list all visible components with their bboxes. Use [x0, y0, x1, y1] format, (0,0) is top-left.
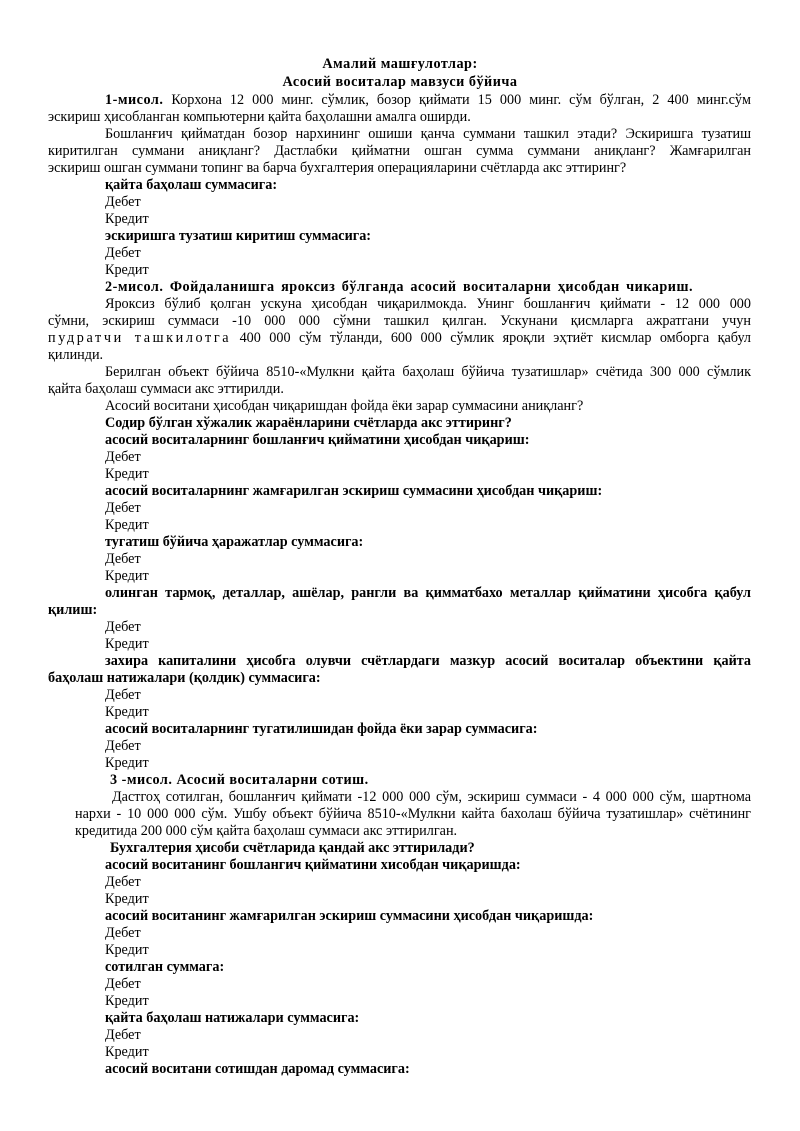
ex2-paragraph-line: пудратчи ташкилотга 400 000 сўм тўланди, 600 000 сўмлик яроқли эҳтиёт кисмлар омборга қабул — [48, 330, 751, 346]
entry-heading: тугатиш бўйича ҳаражатлар суммасига: — [105, 534, 364, 550]
ex2-paragraph-line: қилинди. — [48, 347, 104, 363]
entry-heading: баҳолаш натижалари (қолдик) суммасига: — [48, 670, 321, 686]
credit-label: Кредит — [105, 942, 149, 958]
credit-label: Кредит — [105, 704, 149, 720]
ex3-paragraph-line: нархи - 10 000 000 сўм. Ушбу объект бўйича 8510-«Мулкни кайта бахолаш бўйича тузатишлар» счётининг — [75, 806, 751, 822]
entry-heading: олинган тармоқ, деталлар, ашёлар, рангли ва қимматбахо металлар қийматини ҳисобга қабул — [105, 585, 751, 601]
entry-heading: қилиш: — [48, 602, 98, 618]
debit-label: Дебет — [105, 500, 141, 516]
debit-label: Дебет — [105, 1027, 141, 1043]
ex2-paragraph-line: Берилган объект бўйича 8510-«Мулкни қайта баҳолаш бўйича тузатишлар» счётида 300 000 сўмлик — [105, 364, 751, 380]
debit-label: Дебет — [105, 449, 141, 465]
debit-label: Дебет — [105, 245, 141, 261]
ex3-question: Бухгалтерия ҳисоби счётларида қандай акс эттирилади? — [110, 840, 475, 856]
ex2-paragraph-line: Яроксиз бўлиб қолган ускуна ҳисобдан чиқарилмокда. Унинг бошланғич қиймати - 12 000 000 — [105, 296, 751, 312]
credit-label: Кредит — [105, 636, 149, 652]
credit-label: Кредит — [105, 891, 149, 907]
entry-heading: эскиришга тузатиш киритиш суммасига: — [105, 228, 372, 244]
debit-label: Дебет — [105, 874, 141, 890]
ex2-paragraph-line: сўмни, эскириш суммаси -10 000 000 сўмни ташкил қилган. Ускунани қисмларга ажратгани учун — [48, 313, 751, 329]
entry-heading: асосий воситани сотишдан даромад суммасига: — [105, 1061, 410, 1077]
debit-label: Дебет — [105, 194, 141, 210]
credit-label: Кредит — [105, 466, 149, 482]
ex1-question-line: киритилган суммани аниқланг? Дастлабки қийматни ошган сумма суммани аниқланг? Жамғарилган — [48, 143, 751, 159]
credit-label: Кредит — [105, 1044, 149, 1060]
entry-heading: сотилган суммага: — [105, 959, 225, 975]
debit-label: Дебет — [105, 551, 141, 567]
ex2-question: Содир бўлган хўжалик жараёнларини счётларда акс эттиринг? — [105, 415, 512, 431]
ex1-question-line: эскириш ошган суммани топинг ва барча бухгалтерия операцияларини счётларда акс эттиринг? — [48, 160, 627, 176]
ex3-paragraph-line: кредитида 200 000 сўм қайта баҳолаш суммаси акс эттирилган. — [75, 823, 458, 839]
credit-label: Кредит — [105, 993, 149, 1009]
ex1-label: 1-мисол. — [105, 92, 164, 108]
entry-heading: қайта баҳолаш суммасига: — [105, 177, 278, 193]
ex3-paragraph-line: Дастгоҳ сотилган, бошланғич қиймати -12 000 000 сўм, эскириш суммаси - 4 000 000 сўм, шартнома — [112, 789, 751, 805]
credit-label: Кредит — [105, 262, 149, 278]
entry-heading: захира капиталини ҳисобга олувчи счётлардаги мазкур асосий воситалар объектини қайта — [105, 653, 751, 669]
debit-label: Дебет — [105, 976, 141, 992]
entry-heading: асосий воситаларнинг жамғарилган эскириш суммасини ҳисобдан чиқариш: — [105, 483, 603, 499]
credit-label: Кредит — [105, 568, 149, 584]
debit-label: Дебет — [105, 925, 141, 941]
entry-heading: қайта баҳолаш натижалари суммасига: — [105, 1010, 360, 1026]
ex2-heading: 2-мисол. Фойдаланишга яроксиз бўлганда асосий воситаларни ҳисобдан чикариш. — [105, 279, 693, 295]
entry-heading: асосий воситаларнинг тугатилишидан фойда ёки зарар суммасига: — [105, 721, 538, 737]
credit-label: Кредит — [105, 517, 149, 533]
page-title: Амалий машғулотлар: — [322, 56, 478, 72]
credit-label: Кредит — [105, 755, 149, 771]
ex1-paragraph-line: эскириш ҳисобланган компьютерни қайта баҳолашни амалга оширди. — [48, 109, 471, 125]
credit-label: Кредит — [105, 211, 149, 227]
debit-label: Дебет — [105, 687, 141, 703]
ex3-heading: 3 -мисол. Асосий воситаларни сотиш. — [110, 772, 369, 788]
page-subtitle: Асосий воситалар мавзуси бўйича — [282, 74, 518, 90]
ex1-paragraph-line: 1-мисол. Корхона 12 000 минг. сўмлик, бозор қиймати 15 000 минг. сўм бўлган, 2 400 минг.сўм — [105, 92, 751, 108]
debit-label: Дебет — [105, 619, 141, 635]
entry-heading: асосий воситанинг бошлангич қийматини хисобдан чиқаришда: — [105, 857, 521, 873]
debit-label: Дебет — [105, 738, 141, 754]
entry-heading: асосий воситанинг жамғарилган эскириш суммасини ҳисобдан чиқаришда: — [105, 908, 594, 924]
ex2-paragraph-line: қайта баҳолаш суммаси акс эттирилди. — [48, 381, 284, 397]
entry-heading: асосий воситаларнинг бошланғич қийматини ҳисобдан чиқариш: — [105, 432, 530, 448]
ex2-question: Асосий воситани ҳисобдан чиқаришдан фойда ёки зарар суммасини аниқланг? — [105, 398, 584, 414]
ex1-question-line: Бошланғич қийматдан бозор нархининг ошиши қанча суммани ташкил этади? Эскиришга тузатиш — [105, 126, 751, 142]
